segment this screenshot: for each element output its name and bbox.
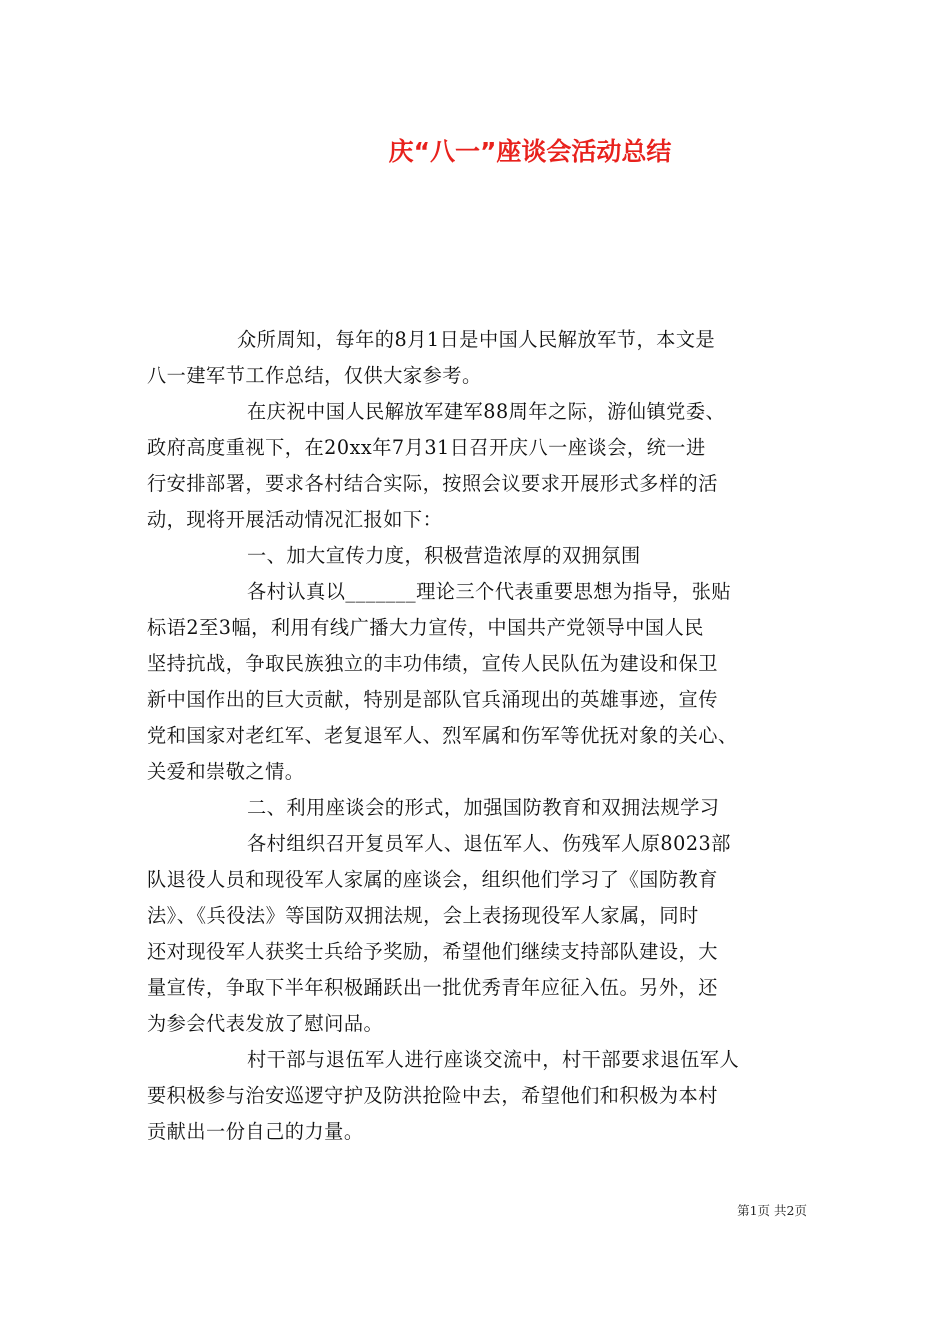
body-line: 关爱和崇敬之情。	[147, 760, 305, 783]
section-heading: 一、加大宣传力度，积极营造浓厚的双拥氛围	[247, 544, 641, 567]
body-line: 标语2至3幅，利用有线广播大力宣传，中国共产党领导中国人民	[147, 616, 704, 639]
body-line: 众所周知，每年的8月1日是中国人民解放军节，本文是	[237, 328, 716, 351]
body-line: 量宣传，争取下半年积极踊跃出一批优秀青年应征入伍。另外，还	[147, 976, 718, 999]
body-line: 八一建军节工作总结，仅供大家参考。	[147, 364, 482, 387]
body-line: 各村认真以_______理论三个代表重要思想为指导，张贴	[247, 580, 732, 603]
body-line: 为参会代表发放了慰问品。	[147, 1012, 384, 1035]
section-heading: 二、利用座谈会的形式，加强国防教育和双拥法规学习	[247, 796, 720, 819]
body-line: 动，现将开展活动情况汇报如下：	[147, 508, 443, 531]
body-line: 各村组织召开复员军人、退伍军人、伤残军人原8023部	[247, 832, 731, 855]
body-line: 队退役人员和现役军人家属的座谈会，组织他们学习了《国防教育	[147, 868, 718, 891]
body-line: 新中国作出的巨大贡献，特别是部队官兵涌现出的英雄事迹，宣传	[147, 688, 718, 711]
body-line: 在庆祝中国人民解放军建军88周年之际，游仙镇党委、	[247, 400, 726, 423]
body-line: 行安排部署，要求各村结合实际，按照会议要求开展形式多样的活	[147, 472, 718, 495]
body-line: 政府高度重视下，在20xx年7月31日召开庆八一座谈会，统一进	[147, 436, 706, 459]
body-line: 贡献出一份自己的力量。	[147, 1120, 364, 1143]
body-line: 法》、《兵役法》等国防双拥法规，会上表扬现役军人家属，同时	[147, 904, 699, 927]
body-line: 还对现役军人获奖士兵给予奖励，希望他们继续支持部队建设，大	[147, 940, 718, 963]
body-line: 党和国家对老红军、老复退军人、烈军属和伤军等优抚对象的关心、	[147, 724, 738, 747]
page-number: 第1页 共2页	[737, 1203, 807, 1218]
body-line: 坚持抗战，争取民族独立的丰功伟绩，宣传人民队伍为建设和保卫	[147, 652, 718, 675]
document-body	[147, 322, 807, 1150]
body-line: 要积极参与治安巡逻守护及防洪抢险中去，希望他们和积极为本村	[147, 1084, 718, 1107]
document-title: 庆“八一”座谈会活动总结	[388, 137, 672, 166]
body-line: 村干部与退伍军人进行座谈交流中，村干部要求退伍军人	[247, 1048, 740, 1071]
